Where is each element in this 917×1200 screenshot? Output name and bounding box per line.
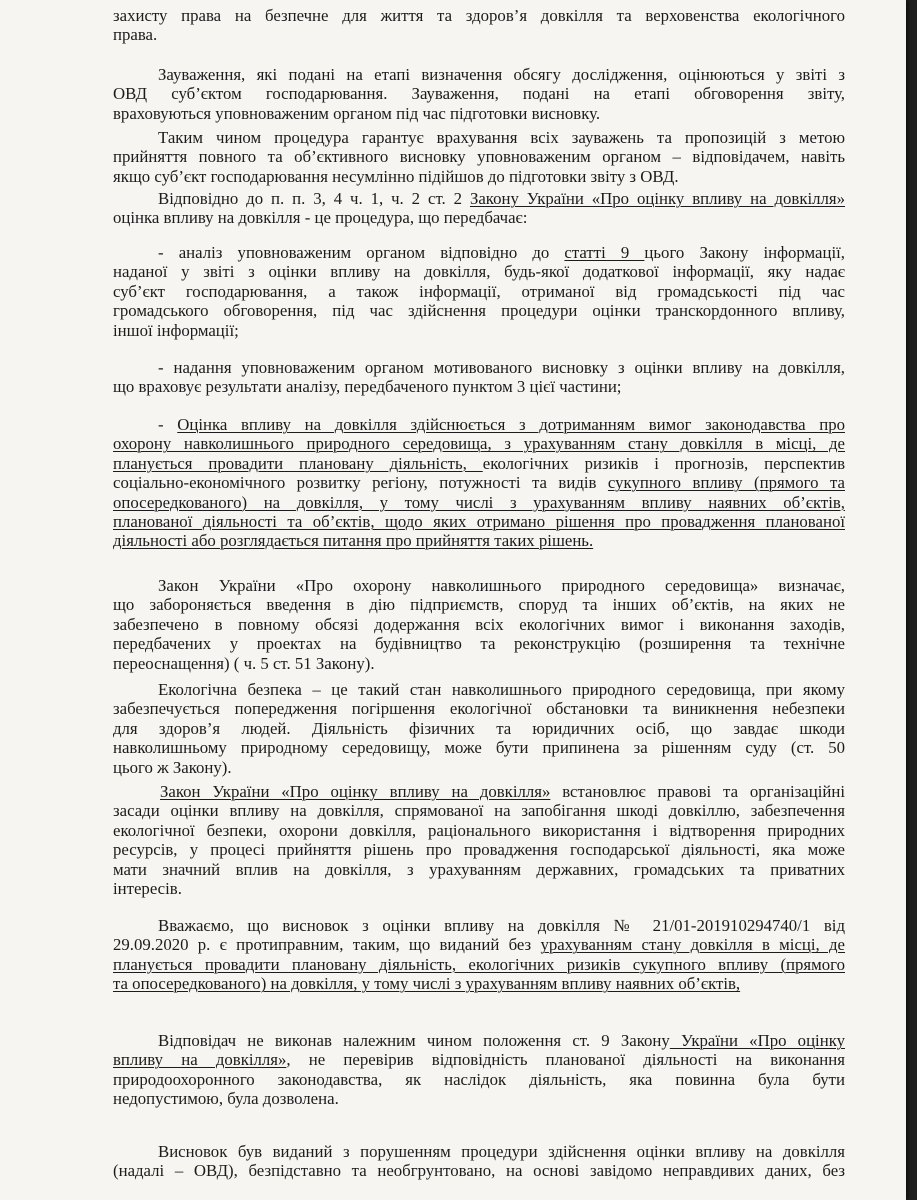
paragraph <box>113 415 845 551</box>
text-line: наданої у звіті з оцінки впливу на довкілля, будь-якої додаткової інформації, яку надає <box>113 262 845 282</box>
text-line: засади оцінки впливу на довкілля, спрямованої на запобігання шкоді довкіллю, забезпечення <box>113 801 845 821</box>
paragraph <box>113 189 845 228</box>
text-line: Відповідач не виконав належним чином положення ст. 9 Закону України «Про оцінку <box>158 1031 845 1050</box>
text-line: планованої діяльності та об’єктів, щодо яких отримано рішення про провадження планованої <box>113 511 845 531</box>
text-line: захисту права на безпечне для життя та здоров’я довкілля та верховенства екологічного <box>113 6 845 25</box>
text-line: що забороняється введення в дію підприємств, споруд та інших об’єктів, на яких не <box>113 595 845 615</box>
text-line: іншої інформації; <box>113 320 239 340</box>
text-line: впливу на довкілля», не перевірив відповідність планованої діяльності на виконання <box>113 1050 845 1070</box>
paragraph <box>113 65 845 123</box>
paragraph <box>113 128 845 186</box>
text-line: інтересів. <box>113 878 182 898</box>
text-line: соціально-економічного розвитку регіону, потужності та видів сукупного впливу (прямого та <box>113 473 845 493</box>
text-line: недопустимою, була дозволена. <box>113 1089 339 1109</box>
text-line: - надання уповноваженим органом мотивованого висновку з оцінки впливу на довкілля, <box>158 358 845 377</box>
text-line: прийняття повного та об’єктивного висновку уповноваженим органом – відповідачем, навіть <box>113 147 845 167</box>
text-line: мати значний вплив на довкілля, з урахуванням державних, громадських та приватних <box>113 859 845 879</box>
paragraph <box>113 782 845 898</box>
text-line: та опосередкованого) на довкілля, у тому числі з урахуванням впливу наявних об’єктів, <box>113 974 741 994</box>
text-line: якщо суб’єкт господарювання несумлінно підійшов до підготовки звіту з ОВД. <box>113 166 679 186</box>
text-line: 29.09.2020 р. є протиправним, таким, що виданий без урахуванням стану довкілля в місці, де <box>113 935 846 955</box>
text-line: передбачених у проектах на будівництво та реконструкцію (розширення та технічне <box>113 634 845 654</box>
text-line: що враховує результати аналізу, передбаченого пунктом 3 цієї частини; <box>113 377 622 397</box>
paragraph <box>113 243 845 340</box>
text-line: суб’єкт господарювання, а також інформації, отриманої від громадськості під час <box>113 281 845 301</box>
paragraph <box>113 680 845 777</box>
text-line: для здоров’я людей. Діяльність фізичних та юридичних осіб, що завдає шкоди <box>113 718 845 738</box>
paragraph <box>113 916 845 994</box>
text-line: Зауваження, які подані на етапі визначення обсягу дослідження, оцінюються у звіті з <box>158 65 845 84</box>
text-line: цього ж Закону). <box>113 757 232 777</box>
text-line: опосередкованого) на довкілля, у тому числі з урахуванням впливу наявних об’єктів, <box>113 492 845 512</box>
text-line: планується провадити плановану діяльність, екологічних ризиків і прогнозів, перспектив <box>113 453 845 473</box>
paragraph <box>113 6 845 45</box>
text-line: Закон України «Про охорону навколишнього природного середовища» визначає, <box>158 576 845 595</box>
text-line: ОВД суб’єктом господарювання. Зауваження, подані на етапі обговорення звіту, <box>113 84 845 104</box>
text-line: екологічної безпеки, охорони довкілля, раціонального використання і відтворення природних <box>113 820 845 840</box>
text-line: Відповідно до п. п. 3, 4 ч. 1, ч. 2 ст. 2 Закону України «Про оцінку впливу на довкілля» <box>158 189 845 208</box>
text-line: природоохоронного законодавства, як наслідок діяльність, яка повинна була бути <box>113 1069 845 1089</box>
paragraph <box>113 1142 845 1181</box>
text-line: переоснащення) ( ч. 5 ст. 51 Закону). <box>113 653 375 673</box>
text-line: забезпечено в повному обсязі додержання всіх екологічних вимог і виконання заходів, <box>113 614 845 634</box>
text-line: громадського обговорення, під час здійснення процедури оцінки транскордонного впливу, <box>113 301 845 321</box>
text-line: оцінка впливу на довкілля - це процедура, що передбачає: <box>113 208 528 228</box>
text-line: ресурсів, у процесі прийняття рішень про провадження господарської діяльності, яка може <box>113 840 845 860</box>
text-line: планується провадити плановану діяльність, екологічних ризиків сукупного впливу (прямого <box>113 954 845 974</box>
text-line: охорону навколишнього природного середовища, з урахуванням стану довкілля в місці, де <box>113 434 845 454</box>
text-line: Екологічна безпека – це такий стан навколишнього природного середовища, при якому <box>158 680 845 699</box>
text-line: Закон України «Про оцінку впливу на довкілля» встановлює правові та організаційні <box>160 782 845 801</box>
paragraph <box>113 1031 845 1109</box>
paragraph <box>113 358 845 397</box>
text-line: враховуються уповноваженим органом під час підготовки висновку. <box>113 103 601 123</box>
paragraph <box>113 576 845 673</box>
text-line: Таким чином процедура гарантує врахування всіх зауважень та пропозицій з метою <box>158 128 845 147</box>
text-line: (надалі – ОВД), безпідставно та необгрунтовано, на основі завідомо неправдивих даних, без <box>113 1161 845 1181</box>
text-line: права. <box>113 25 158 45</box>
text-line: забезпечується попередження погіршення екологічної обстановки та виникнення небезпеки <box>113 699 845 719</box>
text-line: навколишньому природному середовищу, може бути припинена за рішенням суду (ст. 50 <box>113 738 845 758</box>
text-line: - Оцінка впливу на довкілля здійснюється з дотриманням вимог законодавства про <box>158 415 845 434</box>
text-line: Вважаємо, що висновок з оцінки впливу на довкілля № 21/01-201910294740/1 від <box>158 916 845 935</box>
text-line: - аналіз уповноваженим органом відповідно до статті 9 цього Закону інформації, <box>158 243 845 262</box>
text-line: Висновок був виданий з порушенням процедури здійснення оцінки впливу на довкілля <box>158 1142 845 1161</box>
text-line: діяльності або розглядається питання про прийняття таких рішень. <box>113 531 594 551</box>
